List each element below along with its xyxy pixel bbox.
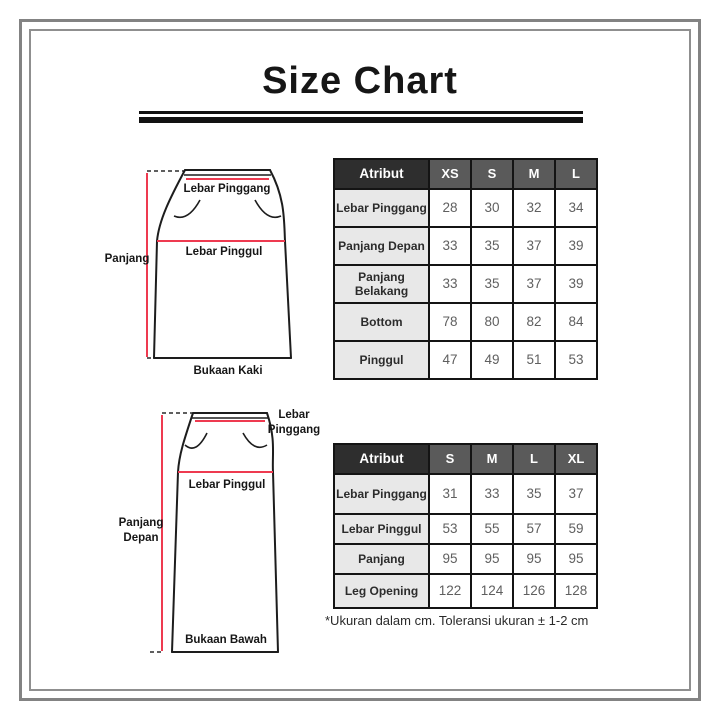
value-cell: 95 (555, 544, 597, 574)
value-cell: 78 (429, 303, 471, 341)
value-cell: 35 (513, 474, 555, 514)
value-cell: 33 (429, 227, 471, 265)
value-cell: 30 (471, 189, 513, 227)
table-row (334, 574, 597, 608)
attribute-label-cell: Panjang Belakang (334, 265, 429, 303)
value-cell: 84 (555, 303, 597, 341)
value-cell: 53 (555, 341, 597, 379)
value-cell: 82 (513, 303, 555, 341)
attribute-label-cell: Lebar Pinggang (334, 189, 429, 227)
value-cell: 33 (471, 474, 513, 514)
value-cell: 122 (429, 574, 471, 608)
bottom-opening-label: Bukaan Bawah (185, 634, 267, 646)
value-cell: 124 (471, 574, 513, 608)
value-cell: 37 (513, 227, 555, 265)
size-column-header: M (513, 159, 555, 189)
value-cell: 32 (513, 189, 555, 227)
value-cell: 47 (429, 341, 471, 379)
table-row (334, 265, 597, 303)
value-cell: 51 (513, 341, 555, 379)
table-row (334, 227, 597, 265)
right-pocket-curve (243, 433, 267, 447)
right-seam (267, 413, 278, 652)
attribute-label-cell: Pinggul (334, 341, 429, 379)
value-cell: 37 (555, 474, 597, 514)
attribute-column-header: Atribut (334, 444, 429, 474)
table-row (334, 514, 597, 544)
attribute-label-cell: Lebar Pinggul (334, 514, 429, 544)
value-cell: 35 (471, 265, 513, 303)
value-cell: 37 (513, 265, 555, 303)
attribute-label-cell: Panjang (334, 544, 429, 574)
value-cell: 28 (429, 189, 471, 227)
table-row (334, 341, 597, 379)
size-column-header: S (429, 444, 471, 474)
right-seam (270, 170, 291, 358)
hip-label: Lebar Pinggul (188, 479, 266, 491)
left-seam (154, 170, 185, 358)
size-column-header: L (555, 159, 597, 189)
value-cell: 31 (429, 474, 471, 514)
attribute-label-cell: Leg Opening (334, 574, 429, 608)
value-cell: 53 (429, 514, 471, 544)
size-column-header: XL (555, 444, 597, 474)
value-cell: 34 (555, 189, 597, 227)
value-cell: 55 (471, 514, 513, 544)
long-skirt-diagram (100, 393, 330, 665)
size-table-long-skirt (333, 443, 598, 609)
left-pocket-curve (185, 433, 207, 448)
table-row (334, 544, 597, 574)
table-row (334, 474, 597, 514)
short-skirt-diagram (100, 158, 310, 380)
left-pocket-curve (174, 200, 200, 217)
length-label: Panjang (104, 253, 150, 265)
footnote: *Ukuran dalam cm. Toleransi ukuran ± 1-2 cm (325, 613, 589, 628)
attribute-label-cell: Lebar Pinggang (334, 474, 429, 514)
length-label-line2: Depan (123, 532, 159, 544)
value-cell: 95 (513, 544, 555, 574)
value-cell: 80 (471, 303, 513, 341)
value-cell: 128 (555, 574, 597, 608)
left-seam (172, 413, 193, 652)
waist-label-line1: Lebar (278, 409, 310, 421)
value-cell: 59 (555, 514, 597, 544)
value-cell: 49 (471, 341, 513, 379)
value-cell: 33 (429, 265, 471, 303)
value-cell: 39 (555, 227, 597, 265)
size-table-short-skirt (333, 158, 598, 380)
attribute-column-header: Atribut (334, 159, 429, 189)
waist-label-line2: Pinggang (267, 424, 321, 436)
right-pocket-curve (255, 200, 281, 217)
table-row (334, 303, 597, 341)
value-cell: 95 (471, 544, 513, 574)
waist-label: Lebar Pinggang (183, 183, 271, 195)
size-column-header: XS (429, 159, 471, 189)
attribute-label-cell: Panjang Depan (334, 227, 429, 265)
size-column-header: L (513, 444, 555, 474)
leg-opening-label: Bukaan Kaki (193, 365, 263, 377)
title-divider-thick-line (139, 117, 583, 123)
size-column-header: S (471, 159, 513, 189)
page-title: Size Chart (262, 60, 458, 102)
value-cell: 39 (555, 265, 597, 303)
attribute-label-cell: Bottom (334, 303, 429, 341)
hip-label: Lebar Pinggul (185, 246, 263, 258)
value-cell: 35 (471, 227, 513, 265)
value-cell: 126 (513, 574, 555, 608)
size-column-header: M (471, 444, 513, 474)
title-divider (139, 111, 583, 123)
value-cell: 57 (513, 514, 555, 544)
value-cell: 95 (429, 544, 471, 574)
length-label-line1: Panjang (118, 517, 164, 529)
table-row (334, 189, 597, 227)
